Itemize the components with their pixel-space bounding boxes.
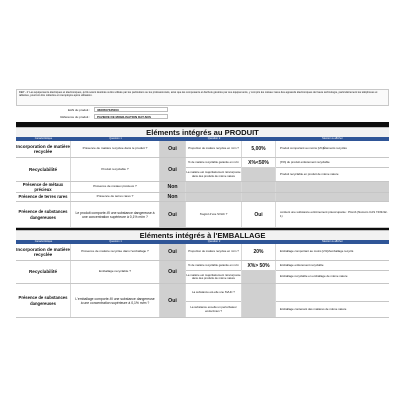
header-question-2: Question 2: [207, 240, 221, 243]
answer-2a-value: [242, 284, 275, 301]
header-question-2: Question 2: [207, 137, 221, 140]
mention-text: Emballage comportant au moins [x%]d'emballage recyclé: [280, 249, 354, 254]
characteristic-label: Recyclabilité: [16, 158, 71, 181]
question-1-text: L'emballage comporte-t'il une substance dangereuse à une concentration supérieure à 0,1% m/m ?: [71, 284, 160, 317]
question-1-text: Emballage recyclable ?: [71, 261, 160, 283]
product-row-hazardous-substances: [16, 202, 389, 228]
question-2-text: Proportion de matière recyclée en m/m ?: [186, 141, 242, 157]
answer-2-block: [242, 284, 276, 317]
mention-block: [276, 158, 389, 181]
packaging-section-title: Eléments intégrés à l'EMBALLAGE: [16, 230, 389, 242]
question-2a-text: % de matière recyclable garantie en m/m: [188, 159, 239, 164]
question-2-text: [186, 182, 242, 192]
answer-2-block: [242, 158, 276, 181]
header-mention: Mention à afficher: [322, 137, 343, 140]
question-2-block: [186, 284, 242, 317]
ean-value: 3660507335003: [94, 107, 168, 112]
question-1-text: Le produit comporte-t'il une substance dangereuse à une concentration supérieure à 0,1% m/m ?: [71, 202, 160, 227]
question-2b-text: La matière est majoritairement réincorporée dans des produits de même nature: [186, 170, 241, 178]
mention-b-text: Emballage contenant des matières de même nature: [280, 306, 347, 311]
answer-2-block: [242, 261, 276, 283]
product-section-title: Eléments intégrés au PRODUIT: [16, 127, 389, 139]
answer-1-value: Non: [160, 193, 186, 201]
answer-2b-value: [242, 167, 275, 181]
header-characteristic: Caractéristique: [34, 137, 53, 140]
answer-1-value: Oui: [160, 244, 186, 260]
characteristic-label: Présence de substances dangereuses: [16, 202, 71, 227]
characteristic-label: Incorporation de matière recyclée: [16, 244, 71, 260]
question-2-block: [186, 261, 242, 283]
mention-block: [276, 261, 389, 283]
question-2b-text: La matière est majoritairement réincorporée dans des produits de même nature: [186, 272, 241, 280]
mention-text: [276, 182, 389, 192]
reference-label: Référence du produit :: [60, 115, 90, 119]
question-2a-text: % de matière recyclable garantie en m/m: [188, 262, 239, 267]
question-2-text: Proportion de matière recyclée en m/m ?: [186, 244, 242, 260]
question-2-text: S'agit-il d'une SVHC ?: [186, 202, 242, 227]
declaration-sheet: [16, 89, 389, 318]
header-question-1: Question 1: [109, 240, 122, 243]
answer-1-value: Non: [160, 182, 186, 192]
characteristic-label: Présence de métaux précieux: [16, 182, 71, 192]
answer-1-value: Oui: [160, 158, 186, 181]
question-2a-text: La substance est-elle une SVHC ?: [192, 289, 235, 294]
answer-2-value: [242, 182, 276, 192]
answer-2b-value: [242, 270, 275, 283]
mention-a-text: [X%] du produit entièrement recyclable: [280, 159, 330, 164]
header-question-1: Question 1: [109, 137, 122, 140]
answer-1-value: Oui: [160, 261, 186, 283]
reference-value: PAVIERE DE MOBILISATION DAT-NXS: [94, 114, 168, 119]
header-mention: Mention à afficher: [322, 240, 343, 243]
answer-2-value: Oui: [242, 202, 276, 227]
answer-2a-value: X%> 50%: [247, 262, 270, 269]
mention-block: [276, 284, 389, 317]
question-2-block: [186, 158, 242, 181]
question-1-text: Présence de matière recyclée dans l'emballage ?: [71, 244, 160, 260]
answer-2a-value: X%<50%: [248, 159, 269, 166]
mention-a-text: Emballage entièrement recyclable: [280, 262, 324, 267]
header-characteristic: Caractéristique: [34, 240, 53, 243]
product-row-precious-metals: [16, 182, 389, 193]
answer-1-value: Oui: [160, 141, 186, 157]
question-1-text: Présence de terres rares ?: [71, 193, 160, 201]
characteristic-label: Présence de terres rares: [16, 193, 71, 201]
packaging-row-hazardous-substances: [16, 284, 389, 318]
product-row-rare-earths: [16, 193, 389, 202]
mention-a-text: [276, 284, 389, 301]
packaging-row-recycled-content: [16, 244, 389, 261]
answer-2-value: 20%: [242, 244, 276, 260]
product-row-recyclability: [16, 158, 389, 182]
question-1-text: Produit recyclable ?: [71, 158, 160, 181]
question-2b-text: La substance est-elle un perturbateur endocrinien ?: [190, 305, 237, 313]
product-row-recycled-content: [16, 141, 389, 158]
answer-1-value: Oui: [160, 284, 186, 317]
characteristic-label: Présence de substances dangereuses: [16, 284, 71, 317]
answer-1-value: Oui: [160, 202, 186, 227]
answer-2-value: [242, 193, 276, 201]
packaging-row-recyclability: [16, 261, 389, 284]
mention-b-text: Produit recyclable en produit de même nature: [280, 171, 339, 176]
mention-b-text: Emballage recyclable en emballage de même nature: [280, 274, 348, 279]
answer-2-value: 5,00%: [242, 141, 276, 157]
question-1-text: Présence de métaux précieux ?: [71, 182, 160, 192]
question-1-text: Présence de matière recyclée dans le produit ?: [71, 141, 160, 157]
answer-2b-value: [242, 301, 275, 317]
product-identification: [16, 106, 389, 122]
mention-text: contient une substance extrêmement préoccupante : Plomb (Numéro CAS 7439-92-1): [280, 210, 388, 218]
intro-text: DEP - 2' Les équipements électriques et électroniques, qu'ils soient destinés à être utilisés par les particuliers ou les professionnels, ainsi que les composants et déchets générés par ces équipements, y compris les métaux rares des appareils électroniques de haute technologie, particulièrement les téléphones et tablettes, pourront être collectés et réemployés après utilisation.: [16, 89, 389, 106]
characteristic-label: Incorporation de matière recyclée: [16, 141, 71, 157]
characteristic-label: Recyclabilité: [16, 261, 71, 283]
mention-text: [276, 193, 389, 201]
question-2-text: [186, 193, 242, 201]
mention-text: Produit comportant au moins [x%]Éléments recyclés: [280, 146, 347, 151]
ean-label: EAN du produit :: [67, 108, 90, 112]
